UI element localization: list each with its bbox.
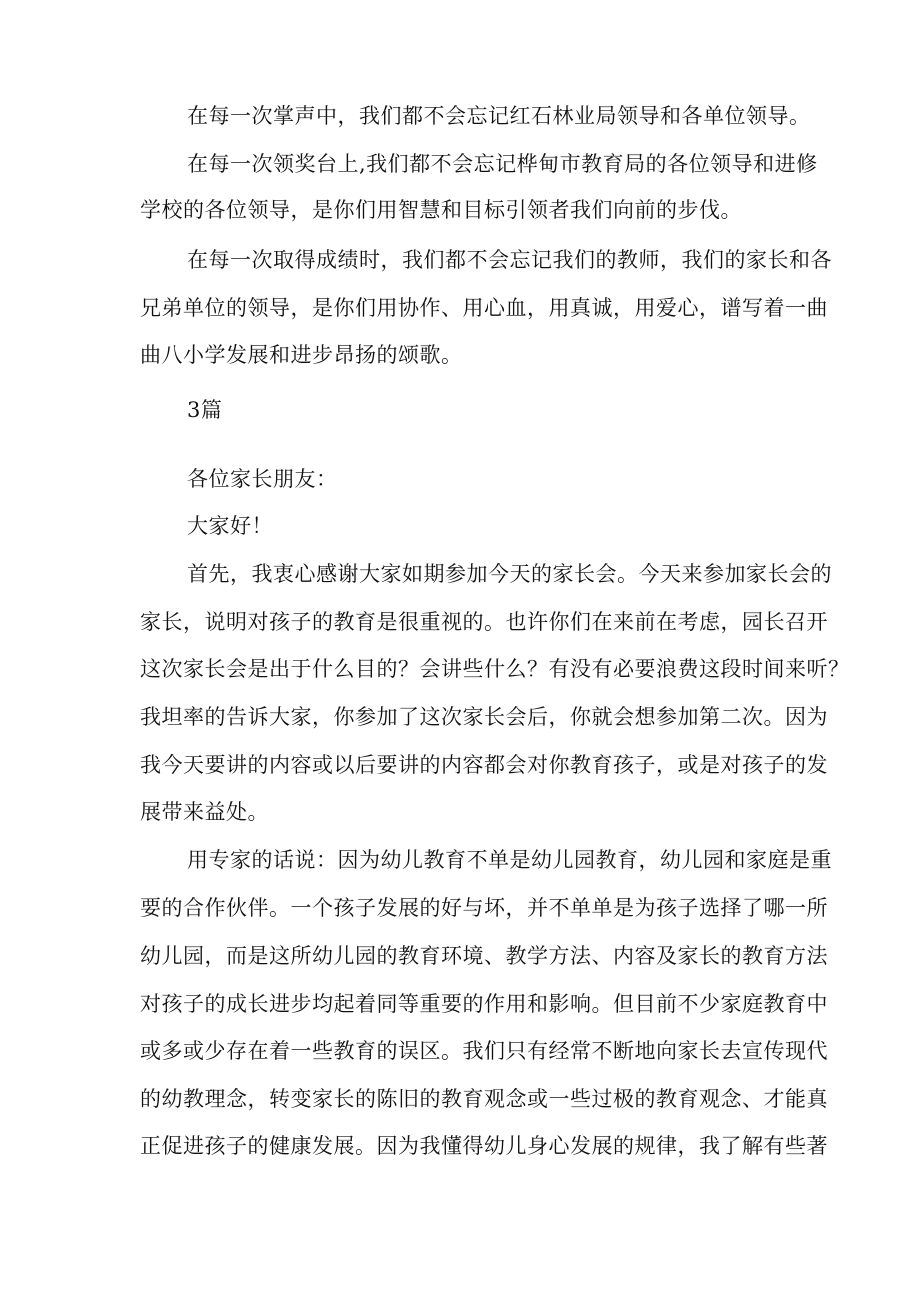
text-line: 学校的各位领导，是你们用智慧和目标引领者我们向前的步伐。: [140, 198, 742, 222]
salutation: 各位家长朋友：: [187, 467, 338, 491]
text-line: 用专家的话说：因为幼儿教育不单是幼儿园教育，幼儿园和家庭是重: [187, 848, 832, 872]
text-line: 在每一次掌声中，我们都不会忘记红石林业局领导和各单位领导。: [187, 104, 811, 128]
text-line: 兄弟单位的领导，是你们用协作、用心血，用真诚，用爱心，谱写着一曲: [140, 296, 828, 320]
text-line: 我今天要讲的内容或以后要讲的内容都会对你教育孩子，或是对孩子的发: [140, 753, 828, 777]
text-line: 的幼教理念，转变家长的陈旧的教育观念或一些过极的教育观念、才能真: [140, 1087, 828, 1111]
greeting: 大家好！: [187, 514, 273, 538]
text-line: 在每一次领奖台上,我们都不会忘记桦甸市教育局的各位领导和进修: [187, 152, 818, 176]
text-line: 展带来益处。: [140, 800, 269, 824]
text-line: 家长，说明对孩子的教育是很重视的。也许你们在来前在考虑，园长召开: [140, 610, 828, 634]
text-line: 曲八小学发展和进步昂扬的颂歌。: [140, 343, 463, 367]
text-line: 幼儿园，而是这所幼儿园的教育环境、教学方法、内容及家长的教育方法: [140, 944, 828, 968]
text-line: 我坦率的告诉大家，你参加了这次家长会后，你就会想参加第二次。因为: [140, 705, 828, 729]
text-line: 要的合作伙伴。一个孩子发展的好与坏，并不单单是为孩子选择了哪一所: [140, 896, 828, 920]
text-line: 正促进孩子的健康发展。因为我懂得幼儿身心发展的规律，我了解有些著: [140, 1134, 828, 1158]
text-line: 这次家长会是出于什么目的？会讲些什么？有没有必要浪费这段时间来听？: [140, 657, 850, 681]
text-line: 或多或少存在着一些教育的误区。我们只有经常不断地向家长去宣传现代: [140, 1039, 828, 1063]
text-line: 在每一次取得成绩时，我们都不会忘记我们的教师，我们的家长和各: [187, 248, 832, 272]
text-line: 首先，我衷心感谢大家如期参加今天的家长会。今天来参加家长会的: [187, 562, 832, 586]
section-heading: 3篇: [187, 398, 223, 422]
text-line: 对孩子的成长进步均起着同等重要的作用和影响。但目前不少家庭教育中: [140, 992, 828, 1016]
